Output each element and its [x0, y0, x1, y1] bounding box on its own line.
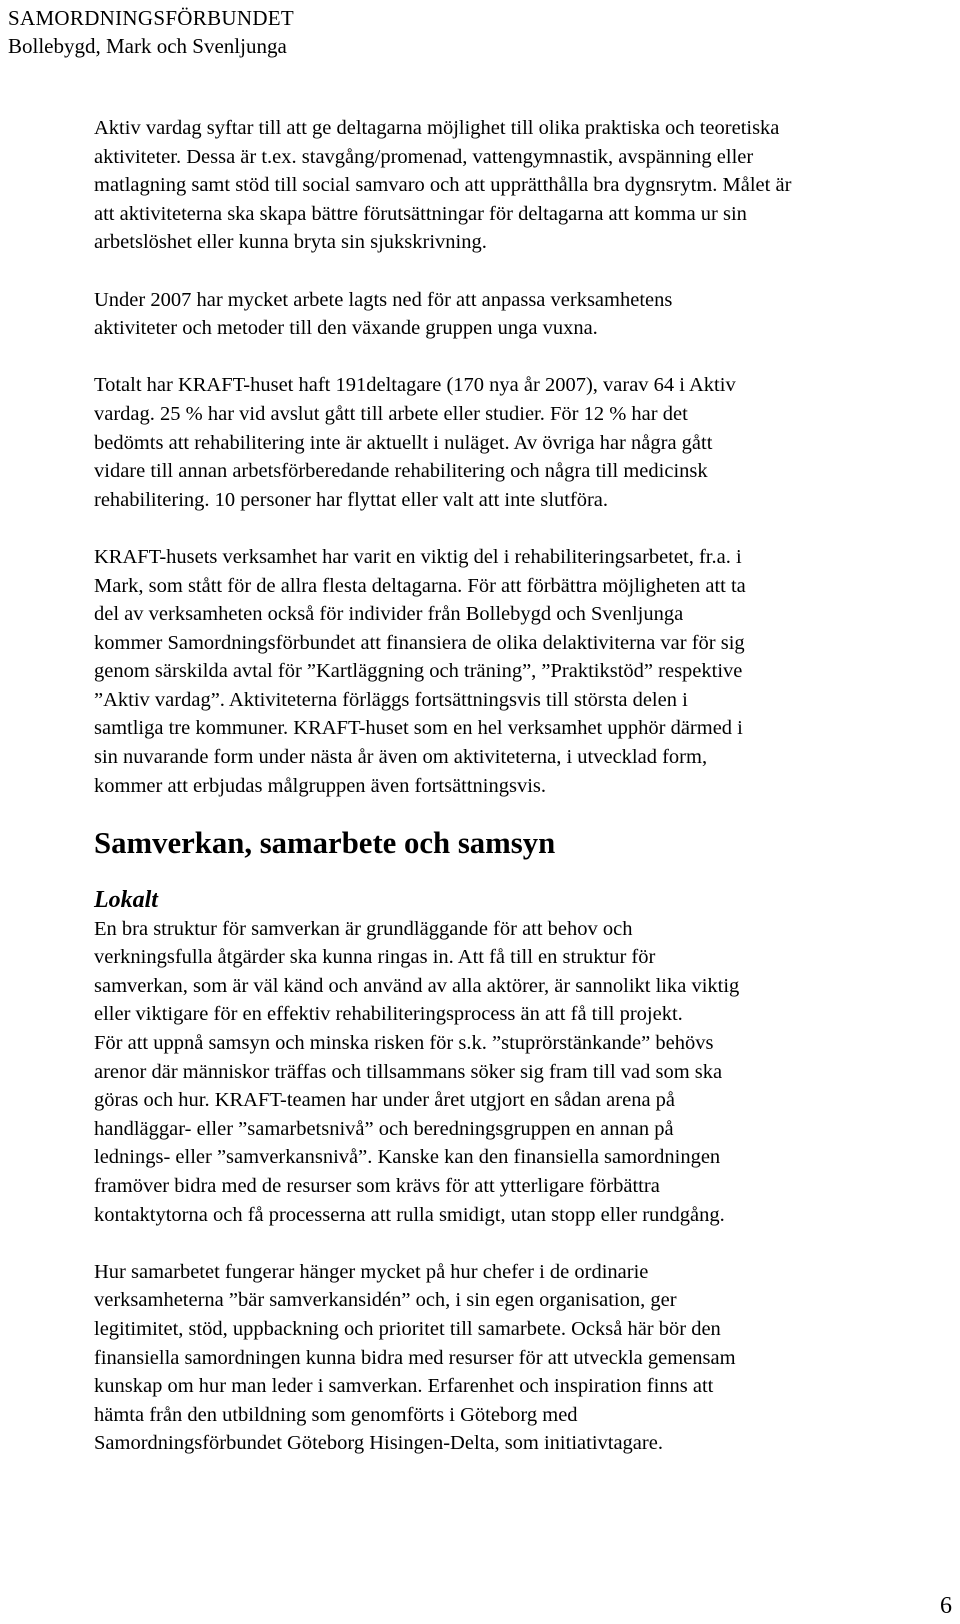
- section-heading-samverkan: Samverkan, samarbete och samsyn: [94, 825, 556, 860]
- page-header: [8, 4, 294, 60]
- organization-name: SAMORDNINGSFÖRBUNDET: [8, 6, 295, 30]
- organization-subtitle: Bollebygd, Mark och Svenljunga: [8, 34, 287, 58]
- subsection-heading-lokalt: Lokalt: [94, 887, 158, 914]
- page-number: 6: [940, 1593, 952, 1619]
- paragraph-unga-vuxna: Under 2007 har mycket arbete lagts ned för att anpassa verksamhetens aktiviteter och metoder till den växande gruppen unga vuxna.: [94, 288, 673, 340]
- paragraph-kraft-husets-verksamhet: KRAFT-husets verksamhet har varit en viktig del i rehabiliteringsarbetet, fr.a. i Mark, som stått för de allra flesta deltagarna. För att förbättra möjligheten att ta del av verksamheten också för individer från Bollebygd och Svenljunga kommer Samordningsförbundet att finansiera de olika delaktiviterna var för sig genom särskilda avtal för ”Kartläggning och träning”, ”Praktikstöd” respektive ”Aktiv vardag”. Aktiviteterna förläggs fortsättningsvis till största delen i samtliga tre kommuner. KRAFT-huset som en hel verksamhet upphör därmed i sin nuvarande form under nästa år även om aktiviteterna, i utvecklad form, kommer att erbjudas målgruppen även fortsättningsvis.: [94, 545, 746, 797]
- paragraph-deltagare-statistik: Totalt har KRAFT-huset haft 191deltagare (170 nya år 2007), varav 64 i Aktiv vardag. 25 % har vid avslut gått till arbete eller studier. För 12 % har det bedömts att rehabilitering inte är aktuellt i nuläget. Av övriga har några gått vidare till annan arbetsförberedande rehabilitering och några till medicinsk rehabilitering. 10 personer har flyttat eller valt att inte slutföra.: [94, 374, 736, 511]
- paragraph-struktur-samverkan: En bra struktur för samverkan är grundläggande för att behov och verkningsfulla åtgärder ska kunna ringas in. Att få till en struktur för samverkan, som är väl känd och använd av alla aktörer, är sannolikt lika viktig eller viktigare för en effektiv rehabiliteringsprocess än att få till projekt. För att uppnå samsyn och minska risken för s.k. ”stuprörstänkande” behövs arenor där människor träffas och tillsammans söker sig fram till vad som ska göras och hur. KRAFT-teamen har under året utgjort en sådan arena på handläggar- eller ”samarbetsnivå” och beredningsgruppen en annan på lednings- eller ”samverkansnivå”. Kanske kan den finansiella samordningen framöver bidra med de resurser som krävs för att ytterligare förbättra kontaktytorna och få processerna att rulla smidigt, utan stopp eller rundgång.: [94, 917, 740, 1226]
- paragraph-samarbete-chefer: Hur samarbetet fungerar hänger mycket på hur chefer i de ordinarie verksamheterna ”bär samverkansidén” och, i sin egen organisation, ger legitimitet, stöd, uppbackning och prioritet till samarbete. Också här bör den finansiella samordningen kunna bidra med resurser för att utveckla gemensam kunskap om hur man leder i samverkan. Erfarenhet och inspiration finns att hämta från den utbildning som genomförts i Göteborg med Samordningsförbundet Göteborg Hisingen-Delta, som initiativtagare.: [94, 1260, 736, 1455]
- paragraph-aktiv-vardag: Aktiv vardag syftar till att ge deltagarna möjlighet till olika praktiska och teoretiska aktiviteter. Dessa är t.ex. stavgång/promenad, vattengymnastik, avspänning eller matlagning samt stöd till social samvaro och att upprätthålla bra dygnsrytm. Målet är att aktiviteterna ska skapa bättre förutsättningar för deltagarna att komma ur sin arbetslöshet eller kunna bryta sin sjukskrivning.: [94, 117, 792, 254]
- document-body: [94, 114, 914, 1458]
